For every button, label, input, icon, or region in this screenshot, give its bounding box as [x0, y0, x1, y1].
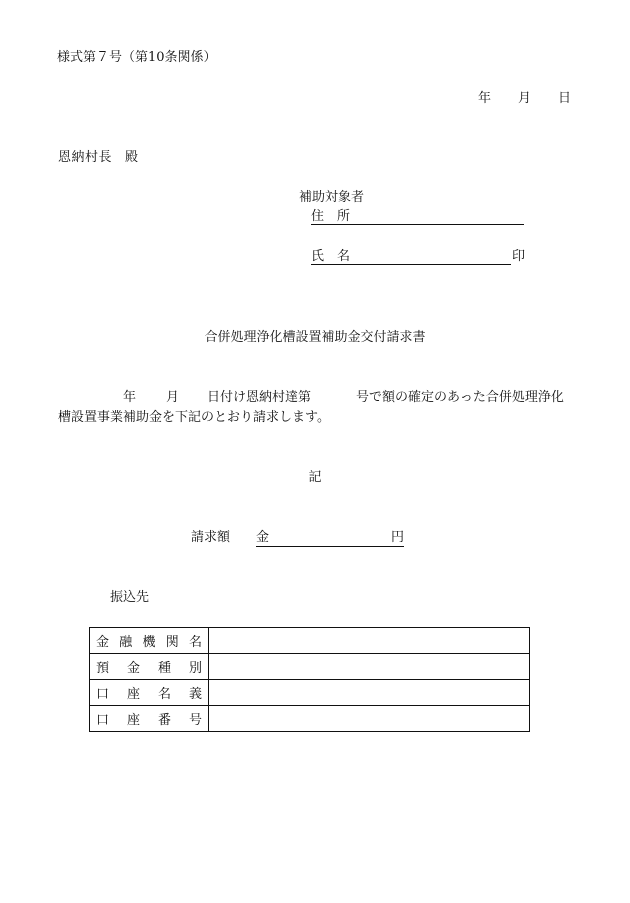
address-input-line[interactable]: [311, 224, 524, 225]
ki-heading: 記: [308, 470, 322, 485]
address-label-char-2: 所: [337, 209, 351, 224]
body-after-month: 日付け恩納村達第: [207, 390, 312, 405]
bank-account-table: [89, 627, 530, 732]
date-day-label: 日: [558, 91, 572, 106]
table-row: [90, 628, 530, 654]
form-number: 様式第７号（第10条関係）: [57, 50, 217, 65]
name-label: [311, 249, 350, 265]
addressee: [58, 150, 139, 166]
amount-suffix: 円: [390, 530, 404, 545]
seal-mark: 印: [512, 249, 526, 264]
bank-name-label: 金融機関名: [90, 628, 209, 654]
account-number-label: 口座番号: [90, 706, 209, 732]
body-after-number: 号で額の確定のあった合併処理浄化: [356, 390, 564, 405]
amount-field[interactable]: [256, 530, 404, 547]
address-label-char-1: 住: [311, 209, 325, 224]
deposit-type-label: 預金種別: [90, 654, 209, 680]
account-number-value[interactable]: [209, 706, 530, 732]
table-row: [90, 654, 530, 680]
address-label: [311, 209, 350, 225]
bank-name-value[interactable]: [209, 628, 530, 654]
body-year: 年: [123, 390, 137, 405]
name-label-char-1: 氏: [311, 249, 325, 264]
table-row: [90, 680, 530, 706]
amount-prefix: 金: [256, 530, 270, 545]
deposit-type-value[interactable]: [209, 654, 530, 680]
document-title: 合併処理浄化槽設置補助金交付請求書: [204, 330, 426, 345]
addressee-suffix: 殿: [125, 150, 139, 165]
transfer-label: 振込先: [110, 590, 150, 605]
body-line-2: 槽設置事業補助金を下記のとおり請求します。: [58, 410, 330, 425]
account-holder-label: 口座名義: [90, 680, 209, 706]
amount-label: 請求額: [191, 530, 231, 545]
name-input-line[interactable]: [311, 264, 511, 265]
account-holder-value[interactable]: [209, 680, 530, 706]
applicant-label: 補助対象者: [299, 190, 365, 205]
date-year-label: 年: [478, 91, 492, 106]
body-month: 月: [166, 390, 180, 405]
table-row: [90, 706, 530, 732]
date-month-label: 月: [518, 91, 532, 106]
addressee-name: 恩納村長: [58, 150, 113, 165]
name-label-char-2: 名: [337, 249, 351, 264]
